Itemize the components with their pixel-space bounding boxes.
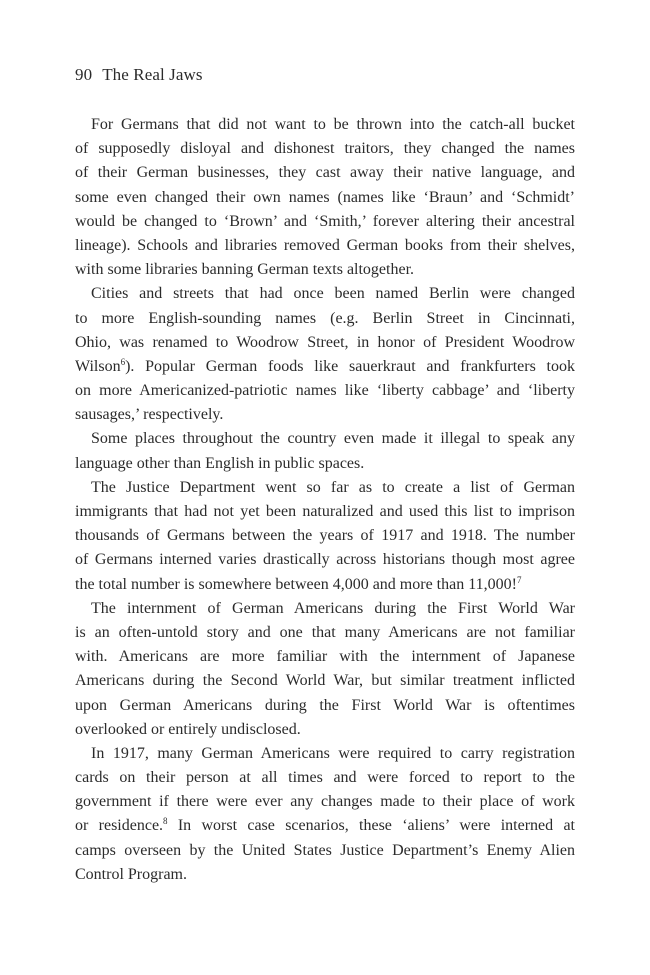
text-line	[75, 718, 575, 742]
paragraph	[75, 427, 575, 475]
footnote-marker[interactable]: 7	[516, 574, 522, 585]
line-text: with. Americans are more familiar with the internment of Japanese	[75, 648, 575, 666]
line-text: Wilson	[75, 357, 121, 375]
text-line	[75, 379, 575, 403]
line-text: government if there were ever any changes made to their place of work	[75, 793, 575, 811]
line-text: cards on their person at all times and were forced to report to the	[75, 769, 575, 787]
line-text: lineage). Schools and libraries removed German books from their shelves,	[75, 236, 575, 254]
line-text: of Germans interned varies drastically across historians though most agree	[75, 551, 575, 569]
text-line	[75, 573, 575, 597]
text-line	[75, 839, 575, 863]
line-text: The internment of German Americans during the First World War	[91, 599, 575, 617]
line-text: thousands of Germans between the years of 1917 and 1918. The number	[75, 527, 575, 545]
paragraph	[75, 597, 575, 742]
text-line	[75, 694, 575, 718]
text-line	[75, 790, 575, 814]
line-text: overlooked or entirely undisclosed.	[75, 720, 301, 738]
text-line	[75, 500, 575, 524]
line-text: the total number is somewhere between 4,000 and more than 11,000!	[75, 575, 517, 593]
text-line	[75, 742, 575, 766]
text-line	[75, 452, 575, 476]
line-text: immigrants that had not yet been naturalized and used this list to imprison	[75, 503, 575, 520]
text-line	[75, 161, 575, 185]
page-number: 90	[75, 65, 93, 84]
line-text: Some places throughout the country even made it illegal to speak any	[91, 430, 575, 448]
text-line	[75, 258, 575, 282]
text-line	[75, 814, 575, 838]
line-text: with some libraries banning German texts altogether.	[75, 261, 415, 279]
text-line	[75, 234, 575, 258]
line-text: Control Program.	[75, 865, 187, 883]
line-text: camps overseen by the United States Justice Department’s Enemy Alien	[75, 841, 575, 859]
text-line	[75, 427, 575, 451]
text-line	[75, 137, 575, 161]
text-line	[75, 645, 575, 669]
line-text: In 1917, many German Americans were required to carry registration	[91, 744, 575, 762]
line-text: upon German Americans during the First World War is oftentimes	[75, 696, 575, 714]
line-text: some even changed their own names (names like ‘Braun’ and ‘Schmidt’	[75, 188, 575, 206]
paragraph	[75, 742, 575, 887]
line-text: or residence.	[75, 817, 164, 835]
text-line	[75, 669, 575, 693]
text-line	[75, 476, 575, 500]
footnote-marker[interactable]: 6	[120, 356, 126, 367]
footnote-marker[interactable]: 8	[163, 816, 168, 827]
text-line	[75, 186, 575, 210]
text-line	[75, 524, 575, 548]
paragraph	[75, 476, 575, 597]
line-text: of their German businesses, they cast away their native language, and	[75, 164, 575, 182]
text-line	[75, 621, 575, 645]
text-line	[75, 210, 575, 234]
paragraph	[75, 113, 575, 282]
line-text-continued: In worst case scenarios, these ‘aliens’ were interned at	[167, 817, 575, 835]
line-text: on more Americanized-patriotic names like ‘liberty cabbage’ and ‘liberty	[75, 382, 575, 400]
line-text: Cities and streets that had once been named Berlin were changed	[91, 285, 575, 303]
line-text: For Germans that did not want to be thrown into the catch-all bucket	[91, 116, 575, 133]
line-text: language other than English in public spaces.	[75, 454, 365, 472]
running-title: The Real Jaws	[102, 65, 203, 84]
line-text: would be changed to ‘Brown’ and ‘Smith,’ forever altering their ancestral	[75, 212, 575, 230]
text-line	[75, 355, 575, 379]
body-text	[75, 113, 575, 887]
line-text: Americans during the Second World War, but similar treatment inflicted	[75, 672, 575, 690]
line-text: Ohio, was renamed to Woodrow Street, in honor of President Woodrow	[75, 333, 575, 351]
paragraph	[75, 282, 575, 427]
text-line	[75, 307, 575, 331]
line-text: to more English-sounding names (e.g. Berlin Street in Cincinnati,	[75, 309, 575, 327]
text-line	[75, 331, 575, 355]
line-text-continued: ). Popular German foods like sauerkraut and frankfurters took	[125, 357, 575, 375]
text-line	[75, 548, 575, 572]
text-line	[75, 403, 575, 427]
running-header	[75, 64, 203, 86]
text-line	[75, 863, 575, 887]
text-line	[75, 113, 575, 137]
line-text: is an often-untold story and one that many Americans are not familiar	[75, 623, 575, 641]
line-text: sausages,’ respectively.	[75, 406, 224, 424]
line-text: The Justice Department went so far as to create a list of German	[91, 478, 575, 496]
text-line	[75, 282, 575, 306]
line-text: of supposedly disloyal and dishonest traitors, they changed the names	[75, 140, 575, 158]
text-line	[75, 766, 575, 790]
text-line	[75, 597, 575, 621]
